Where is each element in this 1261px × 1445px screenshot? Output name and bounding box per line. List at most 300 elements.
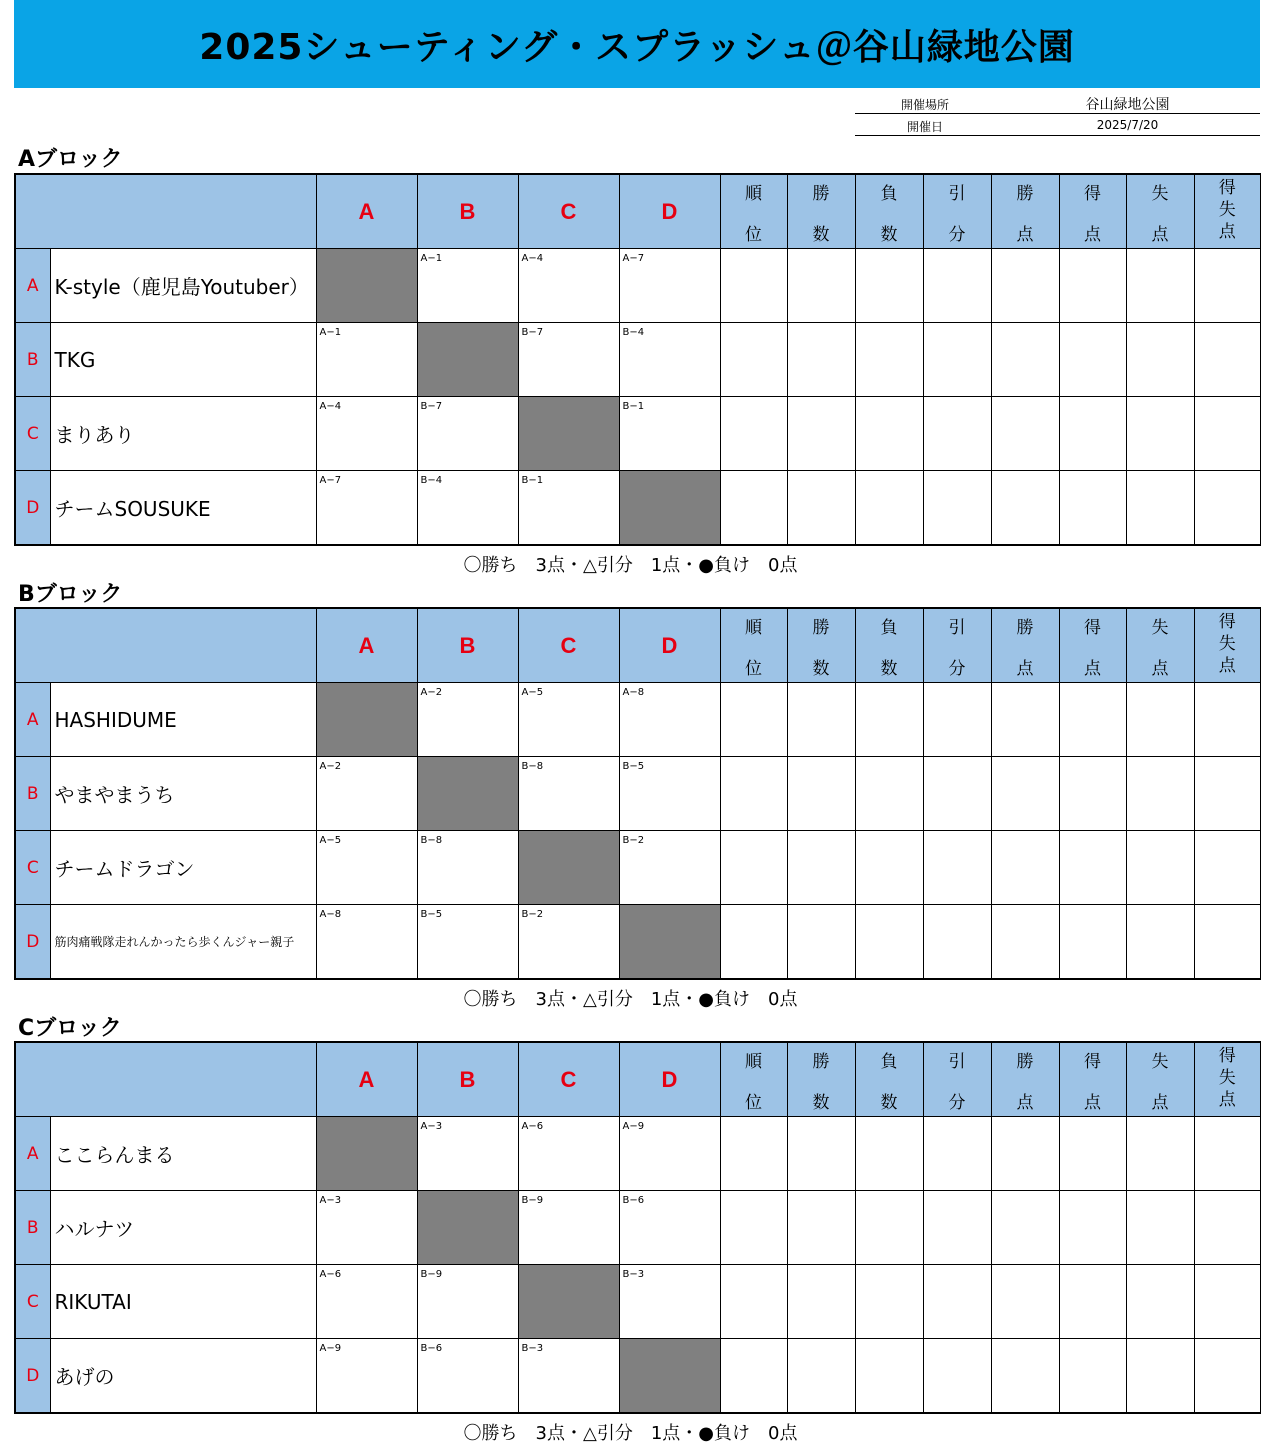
stat-header	[1194, 174, 1261, 249]
match-code: A−7	[622, 253, 645, 264]
match-cell	[518, 1191, 619, 1265]
stat-cell	[787, 397, 855, 471]
match-code: B−1	[622, 401, 645, 412]
match-code: B−3	[521, 1343, 544, 1354]
stat-cell	[787, 1191, 855, 1265]
venue-label: 開催場所	[900, 98, 949, 112]
team-name: あげの	[50, 1339, 316, 1414]
stat-cell	[1059, 683, 1126, 757]
block-title: Cブロック	[18, 1016, 122, 1041]
team-name: やまやまうち	[50, 757, 316, 831]
stat-cell	[1194, 831, 1261, 905]
stat-cell	[787, 1265, 855, 1339]
team-letter: A	[15, 1117, 50, 1191]
stat-cell	[1194, 323, 1261, 397]
table-row	[15, 1339, 1261, 1414]
stat-header	[855, 174, 923, 249]
team-name: ここらんまる	[50, 1117, 316, 1191]
stat-cell	[923, 397, 991, 471]
stat-cell	[720, 1117, 787, 1191]
stat-header-char: 数	[812, 659, 830, 679]
self-match-cell	[316, 1117, 417, 1191]
stat-header-char: 勝	[1016, 1052, 1034, 1072]
table-row	[15, 683, 1261, 757]
table-row	[15, 1265, 1261, 1339]
match-code: B−9	[420, 1269, 443, 1280]
stat-header-char: 数	[880, 1093, 898, 1113]
stat-cell	[991, 1117, 1059, 1191]
stat-header-char: 得	[1084, 1052, 1101, 1072]
stat-cell	[923, 1265, 991, 1339]
stat-cell	[1059, 249, 1126, 323]
stat-header-char: 失	[1218, 1068, 1236, 1088]
stat-cell	[991, 831, 1059, 905]
team-letter: D	[15, 471, 50, 546]
match-code: A−8	[319, 909, 342, 920]
stat-cell	[787, 905, 855, 980]
stat-cell	[787, 1117, 855, 1191]
stat-header-char: 分	[948, 225, 966, 245]
stat-header-char: 失	[1151, 184, 1169, 204]
stat-header	[1126, 174, 1194, 249]
match-cell	[518, 757, 619, 831]
date-label: 開催日	[906, 120, 943, 134]
match-cell	[518, 1339, 619, 1414]
team-name: HASHIDUME	[50, 683, 316, 757]
stat-cell	[855, 757, 923, 831]
stat-header-char: 得	[1084, 184, 1101, 204]
stat-header	[787, 174, 855, 249]
venue-value: 谷山緑地公園	[1085, 97, 1170, 113]
stat-cell	[1059, 757, 1126, 831]
stat-cell	[1059, 397, 1126, 471]
stat-cell	[1126, 905, 1194, 980]
team-letter: C	[15, 831, 50, 905]
column-header: C	[518, 174, 619, 249]
match-cell	[619, 249, 720, 323]
stat-cell	[923, 1117, 991, 1191]
stat-cell	[991, 1265, 1059, 1339]
match-cell	[316, 471, 417, 546]
stat-header	[1059, 1042, 1126, 1117]
match-cell	[518, 323, 619, 397]
stat-cell	[720, 397, 787, 471]
stat-header-char: 点	[1016, 225, 1034, 245]
match-code: A−4	[319, 401, 342, 412]
match-cell	[619, 397, 720, 471]
stat-cell	[720, 1339, 787, 1414]
stat-cell	[1194, 1191, 1261, 1265]
stat-header-char: 点	[1151, 659, 1169, 679]
table-row	[15, 757, 1261, 831]
match-cell	[316, 397, 417, 471]
column-header: D	[619, 608, 720, 683]
stat-header	[720, 174, 787, 249]
stat-header	[1194, 608, 1261, 683]
match-code: A−5	[319, 835, 342, 846]
stat-cell	[720, 683, 787, 757]
match-cell	[417, 1117, 518, 1191]
match-code: A−3	[420, 1121, 443, 1132]
stat-header	[1126, 1042, 1194, 1117]
stat-cell	[991, 1191, 1059, 1265]
match-code: B−1	[521, 475, 544, 486]
team-letter: C	[15, 1265, 50, 1339]
stat-cell	[923, 757, 991, 831]
stat-header-char: 数	[812, 1093, 830, 1113]
stat-cell	[787, 757, 855, 831]
stat-header-char: 数	[812, 225, 830, 245]
stat-cell	[1194, 1339, 1261, 1414]
stat-header-char: 順	[745, 1052, 762, 1072]
stat-header-char: 順	[745, 184, 762, 204]
stat-cell	[923, 1191, 991, 1265]
table-row	[15, 471, 1261, 546]
stat-cell	[991, 397, 1059, 471]
stat-cell	[720, 831, 787, 905]
stat-cell	[991, 757, 1059, 831]
league-table	[14, 1041, 1261, 1414]
stat-cell	[923, 683, 991, 757]
stat-cell	[1126, 683, 1194, 757]
team-letter: B	[15, 757, 50, 831]
header-corner	[15, 174, 316, 249]
match-cell	[417, 683, 518, 757]
stat-header-char: 勝	[812, 618, 830, 638]
match-code: A−6	[521, 1121, 544, 1132]
stat-header-char: 得	[1218, 612, 1236, 632]
stat-cell	[855, 1339, 923, 1414]
stat-cell	[1126, 471, 1194, 546]
stat-header-char: 勝	[812, 184, 830, 204]
team-letter: C	[15, 397, 50, 471]
table-row	[15, 1117, 1261, 1191]
stat-cell	[1059, 1191, 1126, 1265]
stat-cell	[1126, 323, 1194, 397]
stat-cell	[720, 471, 787, 546]
match-code: A−1	[420, 253, 443, 264]
stat-header-char: 引	[948, 618, 966, 638]
stat-cell	[787, 471, 855, 546]
league-table	[14, 173, 1261, 546]
stat-cell	[855, 249, 923, 323]
match-code: B−6	[622, 1195, 645, 1206]
stat-header-char: 点	[1218, 222, 1236, 242]
stat-cell	[787, 683, 855, 757]
column-header: B	[417, 1042, 518, 1117]
team-name: まりあり	[50, 397, 316, 471]
stat-cell	[720, 323, 787, 397]
stat-cell	[1059, 905, 1126, 980]
stat-header	[923, 608, 991, 683]
table-row	[15, 323, 1261, 397]
stat-header-char: 数	[880, 659, 898, 679]
stat-header-char: 位	[745, 1093, 762, 1113]
stat-header	[855, 608, 923, 683]
match-code: B−5	[622, 761, 645, 772]
match-cell	[518, 905, 619, 980]
stat-cell	[720, 249, 787, 323]
stat-header-char: 勝	[1016, 184, 1034, 204]
stat-cell	[787, 249, 855, 323]
match-code: B−8	[521, 761, 544, 772]
header-corner	[15, 608, 316, 683]
stat-cell	[1194, 471, 1261, 546]
match-code: A−8	[622, 687, 645, 698]
self-match-cell	[316, 683, 417, 757]
stat-header-char: 点	[1151, 225, 1169, 245]
column-header: C	[518, 608, 619, 683]
match-code: B−9	[521, 1195, 544, 1206]
stat-cell	[1194, 757, 1261, 831]
match-code: A−2	[319, 761, 342, 772]
stat-cell	[720, 1191, 787, 1265]
stat-cell	[991, 323, 1059, 397]
stat-cell	[720, 1265, 787, 1339]
match-code: B−2	[521, 909, 544, 920]
match-cell	[518, 249, 619, 323]
match-cell	[316, 1265, 417, 1339]
points-legend: 〇勝ち 3点・△引分 1点・●負け 0点	[463, 555, 798, 576]
stat-cell	[1126, 1339, 1194, 1414]
header-corner	[15, 1042, 316, 1117]
match-cell	[518, 683, 619, 757]
column-header: A	[316, 174, 417, 249]
match-cell	[316, 905, 417, 980]
team-letter: A	[15, 683, 50, 757]
stat-cell	[991, 683, 1059, 757]
stat-header-char: 負	[880, 618, 898, 638]
stat-header	[1126, 608, 1194, 683]
match-code: A−4	[521, 253, 544, 264]
column-header: A	[316, 1042, 417, 1117]
stat-cell	[991, 905, 1059, 980]
stat-header-char: 勝	[812, 1052, 830, 1072]
self-match-cell	[518, 397, 619, 471]
match-cell	[619, 1117, 720, 1191]
league-table	[14, 607, 1261, 980]
stat-cell	[855, 471, 923, 546]
stat-cell	[1194, 249, 1261, 323]
stat-cell	[855, 905, 923, 980]
column-header: D	[619, 174, 720, 249]
stat-header-char: 失	[1218, 200, 1236, 220]
self-match-cell	[518, 831, 619, 905]
match-cell	[518, 1117, 619, 1191]
stat-header-char: 点	[1016, 1093, 1034, 1113]
stat-cell	[720, 757, 787, 831]
match-cell	[316, 1191, 417, 1265]
match-cell	[619, 757, 720, 831]
venue-row	[855, 94, 1260, 114]
team-letter: B	[15, 1191, 50, 1265]
stat-cell	[855, 1117, 923, 1191]
match-code: B−5	[420, 909, 443, 920]
stat-cell	[1194, 1117, 1261, 1191]
stat-cell	[1059, 1339, 1126, 1414]
stat-cell	[1059, 1265, 1126, 1339]
match-code: B−3	[622, 1269, 645, 1280]
stat-cell	[1194, 905, 1261, 980]
stat-header	[1059, 174, 1126, 249]
stat-header-char: 失	[1151, 618, 1169, 638]
stat-cell	[923, 323, 991, 397]
self-match-cell	[417, 1191, 518, 1265]
match-code: A−1	[319, 327, 342, 338]
match-cell	[417, 905, 518, 980]
match-cell	[417, 397, 518, 471]
team-letter: D	[15, 1339, 50, 1414]
table-row	[15, 397, 1261, 471]
match-code: A−6	[319, 1269, 342, 1280]
stat-cell	[720, 905, 787, 980]
stat-cell	[1126, 249, 1194, 323]
stat-cell	[787, 323, 855, 397]
stat-header-char: 位	[745, 659, 762, 679]
title-banner	[14, 0, 1260, 88]
table-row	[15, 1191, 1261, 1265]
match-code: A−9	[622, 1121, 645, 1132]
stat-header-char: 位	[745, 225, 762, 245]
stat-header-char: 分	[948, 659, 966, 679]
match-cell	[417, 831, 518, 905]
stat-header-char: 点	[1218, 656, 1236, 676]
stat-header-char: 点	[1151, 1093, 1169, 1113]
column-header: D	[619, 1042, 720, 1117]
match-cell	[316, 757, 417, 831]
stat-header-char: 点	[1016, 659, 1034, 679]
team-letter: B	[15, 323, 50, 397]
stat-header	[1059, 608, 1126, 683]
stat-header-char: 順	[745, 618, 762, 638]
column-header: C	[518, 1042, 619, 1117]
team-name: K-style（鹿児島Youtuber）	[50, 249, 316, 323]
match-cell	[316, 831, 417, 905]
stat-cell	[855, 397, 923, 471]
match-code: B−7	[521, 327, 544, 338]
stat-header	[923, 1042, 991, 1117]
stat-header	[991, 1042, 1059, 1117]
match-cell	[619, 683, 720, 757]
stat-cell	[1126, 1265, 1194, 1339]
stat-cell	[1059, 323, 1126, 397]
match-code: B−4	[622, 327, 645, 338]
match-code: A−7	[319, 475, 342, 486]
table-row	[15, 831, 1261, 905]
stat-cell	[1126, 757, 1194, 831]
stat-cell	[923, 905, 991, 980]
match-cell	[619, 831, 720, 905]
team-name: チームドラゴン	[50, 831, 316, 905]
stat-cell	[1126, 831, 1194, 905]
match-code: B−2	[622, 835, 645, 846]
stat-cell	[991, 249, 1059, 323]
points-legend: 〇勝ち 3点・△引分 1点・●負け 0点	[463, 1423, 798, 1444]
stat-cell	[923, 831, 991, 905]
stat-header	[720, 608, 787, 683]
stat-header-char: 点	[1218, 1090, 1236, 1110]
stat-header-char: 点	[1084, 659, 1101, 679]
stat-cell	[1126, 397, 1194, 471]
team-letter: D	[15, 905, 50, 980]
match-code: B−4	[420, 475, 443, 486]
stat-header	[720, 1042, 787, 1117]
stat-header	[991, 174, 1059, 249]
match-cell	[619, 1191, 720, 1265]
match-cell	[316, 1339, 417, 1414]
stat-cell	[923, 471, 991, 546]
stat-header-char: 得	[1218, 178, 1236, 198]
stat-header-char: 失	[1151, 1052, 1169, 1072]
stat-cell	[855, 683, 923, 757]
stat-header-char: 引	[948, 1052, 966, 1072]
match-code: A−5	[521, 687, 544, 698]
team-name: 筋肉痛戦隊走れんかったら歩くんジャー親子	[50, 905, 316, 980]
stat-cell	[1059, 471, 1126, 546]
stat-cell	[855, 831, 923, 905]
stat-header-char: 数	[880, 225, 898, 245]
match-cell	[417, 471, 518, 546]
match-cell	[619, 323, 720, 397]
match-code: B−7	[420, 401, 443, 412]
match-cell	[417, 1339, 518, 1414]
match-code: A−9	[319, 1343, 342, 1354]
team-letter: A	[15, 249, 50, 323]
table-row	[15, 249, 1261, 323]
column-header: B	[417, 174, 518, 249]
stat-cell	[855, 1191, 923, 1265]
stat-cell	[855, 1265, 923, 1339]
match-code: A−3	[319, 1195, 342, 1206]
stat-cell	[1194, 397, 1261, 471]
page-title: 2025シューティング・スプラッシュ＠谷山緑地公園	[199, 26, 1075, 68]
stat-header	[923, 174, 991, 249]
team-name: RIKUTAI	[50, 1265, 316, 1339]
stat-header	[991, 608, 1059, 683]
stat-cell	[1059, 831, 1126, 905]
block-title: Aブロック	[18, 147, 123, 172]
stat-cell	[991, 1339, 1059, 1414]
self-match-cell	[417, 757, 518, 831]
stat-cell	[1194, 683, 1261, 757]
column-header: A	[316, 608, 417, 683]
team-name: TKG	[50, 323, 316, 397]
stat-header	[1194, 1042, 1261, 1117]
team-name: ハルナツ	[50, 1191, 316, 1265]
stat-cell	[991, 471, 1059, 546]
team-name: チームSOUSUKE	[50, 471, 316, 546]
stat-cell	[923, 249, 991, 323]
stat-header-char: 分	[948, 1093, 966, 1113]
self-match-cell	[316, 249, 417, 323]
stat-cell	[1194, 1265, 1261, 1339]
stat-header-char: 負	[880, 1052, 898, 1072]
self-match-cell	[619, 905, 720, 980]
stat-header	[855, 1042, 923, 1117]
stat-header-char: 得	[1218, 1046, 1236, 1066]
match-code: B−8	[420, 835, 443, 846]
stat-header-char: 得	[1084, 618, 1101, 638]
stat-header-char: 失	[1218, 634, 1236, 654]
self-match-cell	[619, 471, 720, 546]
table-row	[15, 905, 1261, 980]
match-code: A−2	[420, 687, 443, 698]
stat-cell	[923, 1339, 991, 1414]
match-cell	[518, 471, 619, 546]
stat-cell	[1126, 1191, 1194, 1265]
stat-header-char: 点	[1084, 1093, 1101, 1113]
stat-header-char: 引	[948, 184, 966, 204]
